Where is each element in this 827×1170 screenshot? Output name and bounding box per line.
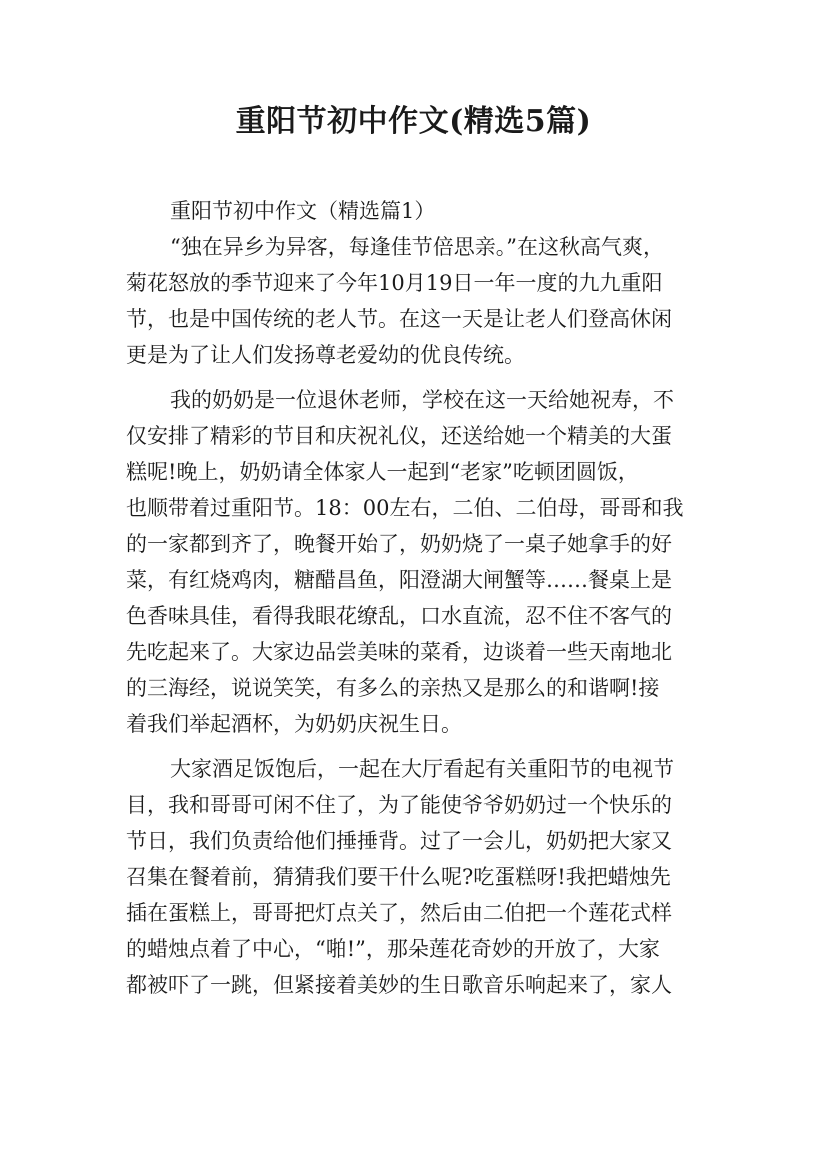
paragraph-line: 都被吓了一跳，但紧接着美妙的生日歌音乐响起来了，家人 [126,973,672,997]
paragraph-line: 色香味具佳，看得我眼花缭乱，口水直流，忍不住不客气的 [126,604,672,628]
paragraph-line: 插在蛋糕上，哥哥把灯点关了，然后由二伯把一个莲花式样 [126,901,672,925]
document-body [126,193,706,1003]
section-heading-block [126,193,706,229]
paragraph-line: 菜，有红烧鸡肉，糖醋昌鱼，阳澄湖大闸蟹等……餐桌上是 [126,568,672,592]
paragraph-line: 我的奶奶是一位退休老师，学校在这一天给她祝寿，不 [170,388,674,412]
paragraph-line: 大家酒足饭饱后，一起在大厅看起有关重阳节的电视节 [170,757,674,781]
paragraph-line: 节日，我们负责给他们捶捶背。过了一会儿，奶奶把大家又 [126,829,672,853]
document-title: 重阳节初中作文(精选5篇) [235,104,592,139]
paragraph-line: 召集在餐着前，猜猜我们要干什么呢?吃蛋糕呀!我把蜡烛先 [126,865,671,889]
paragraph-line: 的三海经，说说笑笑，有多么的亲热又是那么的和谐啊!接 [126,676,660,700]
paragraph-line: 着我们举起酒杯，为奶奶庆祝生日。 [126,712,462,736]
paragraph-line: 的一家都到齐了，晚餐开始了，奶奶烧了一桌子她拿手的好 [126,532,672,556]
paragraph-2 [126,382,706,742]
paragraph-line: 的蜡烛点着了中心，“啪!”，那朵莲花奇妙的开放了，大家 [126,937,660,961]
paragraph-line: 节，也是中国传统的老人节。在这一天是让老人们登高休闲 [126,307,672,331]
paragraph-line: 菊花怒放的季节迎来了今年10月19日一年一度的九九重阳 [126,271,663,295]
paragraph-line: 也顺带着过重阳节。18：00左右，二伯、二伯母，哥哥和我 [126,496,684,520]
paragraph-line: 目，我和哥哥可闲不住了，为了能使爷爷奶奶过一个快乐的 [126,793,672,817]
paragraph-line: 先吃起来了。大家边品尝美味的菜肴，边谈着一些天南地北 [126,640,672,664]
paragraph-1 [126,229,706,373]
paragraph-3 [126,751,706,1003]
paragraph-line: 仅安排了精彩的节目和庆祝礼仪，还送给她一个精美的大蛋 [126,424,672,448]
paragraph-line: 更是为了让人们发扬尊老爱幼的优良传统。 [126,343,525,367]
paragraph-line: “独在异乡为异客，每逢佳节倍思亲。”在这秋高气爽， [170,235,664,259]
section-heading: 重阳节初中作文（精选篇1） [170,199,436,223]
paragraph-line: 糕呢!晚上，奶奶请全体家人一起到“老家”吃顿团圆饭， [126,460,639,484]
